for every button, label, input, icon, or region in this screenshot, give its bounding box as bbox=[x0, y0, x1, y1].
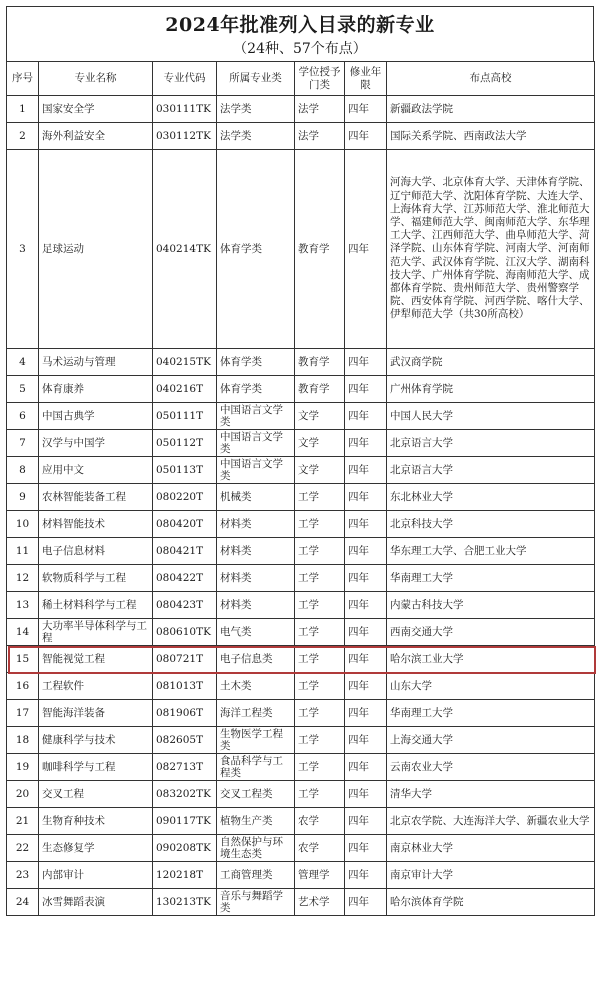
cell-code: 081013T bbox=[153, 673, 217, 700]
cell-schools: 新疆政法学院 bbox=[387, 96, 595, 123]
cell-name: 稀土材料科学与工程 bbox=[39, 592, 153, 619]
cell-name: 体育康养 bbox=[39, 376, 153, 403]
table-row bbox=[7, 592, 595, 619]
cell-schools: 河海大学、北京体育大学、天津体育学院、辽宁师范大学、沈阳体育学院、大连大学、上海体育大学、江苏师范大学、淮北师范大学、福建师范大学、闽南师范大学、东华理工大学、江西师范大学、曲阜师范大学、菏泽学院、山东体育学院、河南大学、河南师范大学、武汉体育学院、江汉大学、湖南科技大学、广州体育学院、海南师范大学、成都体育学院、贵州师范大学、贵州警察学院、西安体育学院、河西学院、喀什大学、伊犁师范大学（共30所高校） bbox=[387, 150, 595, 349]
cell-code: 080420T bbox=[153, 511, 217, 538]
cell-code: 040216T bbox=[153, 376, 217, 403]
cell-years: 四年 bbox=[345, 619, 387, 646]
page-title: 2024年批准列入目录的新专业 bbox=[165, 14, 435, 36]
table-row bbox=[7, 484, 595, 511]
cell-degree: 法学 bbox=[295, 123, 345, 150]
cell-degree: 工学 bbox=[295, 673, 345, 700]
table-row bbox=[7, 673, 595, 700]
cell-years: 四年 bbox=[345, 835, 387, 862]
cell-schools: 华东理工大学、合肥工业大学 bbox=[387, 538, 595, 565]
cell-years: 四年 bbox=[345, 889, 387, 916]
cell-no: 10 bbox=[7, 511, 39, 538]
cell-category: 中国语言文学类 bbox=[217, 430, 295, 457]
header-degree: 学位授予门类 bbox=[295, 62, 345, 96]
cell-degree: 工学 bbox=[295, 565, 345, 592]
cell-code: 040214TK bbox=[153, 150, 217, 349]
cell-name: 智能视觉工程 bbox=[39, 646, 153, 673]
table-row bbox=[7, 565, 595, 592]
cell-years: 四年 bbox=[345, 457, 387, 484]
table-row bbox=[7, 403, 595, 430]
cell-no: 18 bbox=[7, 727, 39, 754]
cell-category: 体育学类 bbox=[217, 150, 295, 349]
cell-degree: 工学 bbox=[295, 700, 345, 727]
cell-schools: 哈尔滨工业大学 bbox=[387, 646, 595, 673]
cell-category: 电子信息类 bbox=[217, 646, 295, 673]
cell-schools: 哈尔滨体育学院 bbox=[387, 889, 595, 916]
cell-years: 四年 bbox=[345, 430, 387, 457]
cell-code: 120218T bbox=[153, 862, 217, 889]
table-row bbox=[7, 538, 595, 565]
cell-degree: 管理学 bbox=[295, 862, 345, 889]
cell-degree: 工学 bbox=[295, 538, 345, 565]
cell-name: 马术运动与管理 bbox=[39, 349, 153, 376]
table-row bbox=[7, 835, 595, 862]
header-category: 所属专业类 bbox=[217, 62, 295, 96]
table-row bbox=[7, 781, 595, 808]
header-row bbox=[7, 62, 595, 96]
cell-degree: 文学 bbox=[295, 457, 345, 484]
cell-name: 生态修复学 bbox=[39, 835, 153, 862]
cell-degree: 工学 bbox=[295, 646, 345, 673]
cell-schools: 武汉商学院 bbox=[387, 349, 595, 376]
cell-name: 材料智能技术 bbox=[39, 511, 153, 538]
cell-no: 7 bbox=[7, 430, 39, 457]
cell-schools: 北京语言大学 bbox=[387, 430, 595, 457]
cell-degree: 法学 bbox=[295, 96, 345, 123]
cell-name: 交叉工程 bbox=[39, 781, 153, 808]
cell-name: 国家安全学 bbox=[39, 96, 153, 123]
header-name: 专业名称 bbox=[39, 62, 153, 96]
cell-schools: 山东大学 bbox=[387, 673, 595, 700]
cell-schools: 广州体育学院 bbox=[387, 376, 595, 403]
cell-degree: 教育学 bbox=[295, 150, 345, 349]
cell-degree: 工学 bbox=[295, 781, 345, 808]
table-row bbox=[7, 457, 595, 484]
cell-no: 16 bbox=[7, 673, 39, 700]
cell-name: 冰雪舞蹈表演 bbox=[39, 889, 153, 916]
cell-years: 四年 bbox=[345, 349, 387, 376]
table-row bbox=[7, 727, 595, 754]
cell-years: 四年 bbox=[345, 673, 387, 700]
cell-years: 四年 bbox=[345, 808, 387, 835]
cell-degree: 农学 bbox=[295, 808, 345, 835]
cell-years: 四年 bbox=[345, 150, 387, 349]
table-row bbox=[7, 150, 595, 349]
cell-schools: 华南理工大学 bbox=[387, 700, 595, 727]
cell-degree: 工学 bbox=[295, 592, 345, 619]
cell-code: 050113T bbox=[153, 457, 217, 484]
cell-code: 090208TK bbox=[153, 835, 217, 862]
cell-no: 9 bbox=[7, 484, 39, 511]
header-code: 专业代码 bbox=[153, 62, 217, 96]
table-row bbox=[7, 808, 595, 835]
cell-name: 足球运动 bbox=[39, 150, 153, 349]
cell-degree: 工学 bbox=[295, 484, 345, 511]
cell-code: 080421T bbox=[153, 538, 217, 565]
cell-degree: 艺术学 bbox=[295, 889, 345, 916]
table-row bbox=[7, 430, 595, 457]
cell-category: 音乐与舞蹈学类 bbox=[217, 889, 295, 916]
table-row bbox=[7, 700, 595, 727]
cell-years: 四年 bbox=[345, 403, 387, 430]
cell-degree: 教育学 bbox=[295, 376, 345, 403]
cell-name: 软物质科学与工程 bbox=[39, 565, 153, 592]
cell-degree: 文学 bbox=[295, 430, 345, 457]
cell-no: 5 bbox=[7, 376, 39, 403]
cell-name: 大功率半导体科学与工程 bbox=[39, 619, 153, 646]
cell-code: 082605T bbox=[153, 727, 217, 754]
cell-schools: 上海交通大学 bbox=[387, 727, 595, 754]
cell-category: 材料类 bbox=[217, 565, 295, 592]
cell-years: 四年 bbox=[345, 862, 387, 889]
cell-schools: 东北林业大学 bbox=[387, 484, 595, 511]
cell-code: 082713T bbox=[153, 754, 217, 781]
cell-category: 法学类 bbox=[217, 96, 295, 123]
cell-category: 材料类 bbox=[217, 592, 295, 619]
cell-category: 海洋工程类 bbox=[217, 700, 295, 727]
cell-degree: 农学 bbox=[295, 835, 345, 862]
cell-category: 电气类 bbox=[217, 619, 295, 646]
table-row bbox=[7, 349, 595, 376]
cell-years: 四年 bbox=[345, 123, 387, 150]
cell-category: 交叉工程类 bbox=[217, 781, 295, 808]
cell-no: 13 bbox=[7, 592, 39, 619]
cell-name: 健康科学与技术 bbox=[39, 727, 153, 754]
cell-category: 法学类 bbox=[217, 123, 295, 150]
cell-years: 四年 bbox=[345, 646, 387, 673]
cell-years: 四年 bbox=[345, 592, 387, 619]
majors-table bbox=[6, 61, 595, 916]
cell-schools: 北京农学院、大连海洋大学、新疆农业大学 bbox=[387, 808, 595, 835]
cell-code: 030112TK bbox=[153, 123, 217, 150]
cell-no: 8 bbox=[7, 457, 39, 484]
header-years: 修业年限 bbox=[345, 62, 387, 96]
page-subtitle: （24种、57个布点） bbox=[233, 41, 367, 57]
cell-schools: 南京审计大学 bbox=[387, 862, 595, 889]
cell-schools: 云南农业大学 bbox=[387, 754, 595, 781]
cell-category: 机械类 bbox=[217, 484, 295, 511]
cell-code: 080423T bbox=[153, 592, 217, 619]
cell-name: 电子信息材料 bbox=[39, 538, 153, 565]
cell-category: 自然保护与环境生态类 bbox=[217, 835, 295, 862]
cell-name: 咖啡科学与工程 bbox=[39, 754, 153, 781]
cell-no: 24 bbox=[7, 889, 39, 916]
table-row bbox=[7, 862, 595, 889]
cell-degree: 文学 bbox=[295, 403, 345, 430]
cell-schools: 南京林业大学 bbox=[387, 835, 595, 862]
cell-name: 农林智能装备工程 bbox=[39, 484, 153, 511]
cell-code: 080220T bbox=[153, 484, 217, 511]
cell-years: 四年 bbox=[345, 376, 387, 403]
cell-name: 中国古典学 bbox=[39, 403, 153, 430]
cell-code: 080610TK bbox=[153, 619, 217, 646]
cell-degree: 工学 bbox=[295, 754, 345, 781]
cell-degree: 工学 bbox=[295, 727, 345, 754]
cell-schools: 内蒙古科技大学 bbox=[387, 592, 595, 619]
cell-name: 生物育种技术 bbox=[39, 808, 153, 835]
cell-schools: 华南理工大学 bbox=[387, 565, 595, 592]
cell-name: 海外利益安全 bbox=[39, 123, 153, 150]
cell-name: 内部审计 bbox=[39, 862, 153, 889]
cell-years: 四年 bbox=[345, 538, 387, 565]
cell-no: 1 bbox=[7, 96, 39, 123]
cell-code: 090117TK bbox=[153, 808, 217, 835]
cell-no: 6 bbox=[7, 403, 39, 430]
cell-code: 080721T bbox=[153, 646, 217, 673]
cell-years: 四年 bbox=[345, 511, 387, 538]
cell-no: 17 bbox=[7, 700, 39, 727]
cell-category: 工商管理类 bbox=[217, 862, 295, 889]
cell-name: 汉学与中国学 bbox=[39, 430, 153, 457]
cell-no: 2 bbox=[7, 123, 39, 150]
cell-no: 15 bbox=[7, 646, 39, 673]
cell-years: 四年 bbox=[345, 781, 387, 808]
cell-schools: 国际关系学院、西南政法大学 bbox=[387, 123, 595, 150]
cell-category: 植物生产类 bbox=[217, 808, 295, 835]
cell-name: 应用中文 bbox=[39, 457, 153, 484]
cell-no: 20 bbox=[7, 781, 39, 808]
cell-years: 四年 bbox=[345, 754, 387, 781]
header-no: 序号 bbox=[7, 62, 39, 96]
cell-name: 工程软件 bbox=[39, 673, 153, 700]
cell-no: 22 bbox=[7, 835, 39, 862]
cell-no: 23 bbox=[7, 862, 39, 889]
cell-category: 生物医学工程类 bbox=[217, 727, 295, 754]
cell-no: 14 bbox=[7, 619, 39, 646]
cell-code: 030111TK bbox=[153, 96, 217, 123]
cell-no: 3 bbox=[7, 150, 39, 349]
cell-years: 四年 bbox=[345, 484, 387, 511]
cell-code: 083202TK bbox=[153, 781, 217, 808]
cell-no: 21 bbox=[7, 808, 39, 835]
cell-years: 四年 bbox=[345, 700, 387, 727]
cell-degree: 教育学 bbox=[295, 349, 345, 376]
header-schools: 布点高校 bbox=[387, 62, 595, 96]
cell-category: 材料类 bbox=[217, 511, 295, 538]
table-row bbox=[7, 889, 595, 916]
cell-years: 四年 bbox=[345, 565, 387, 592]
table-row bbox=[7, 754, 595, 781]
cell-schools: 北京语言大学 bbox=[387, 457, 595, 484]
cell-category: 体育学类 bbox=[217, 349, 295, 376]
cell-name: 智能海洋装备 bbox=[39, 700, 153, 727]
cell-category: 土木类 bbox=[217, 673, 295, 700]
table-row bbox=[7, 123, 595, 150]
cell-no: 19 bbox=[7, 754, 39, 781]
cell-degree: 工学 bbox=[295, 511, 345, 538]
cell-code: 050111T bbox=[153, 403, 217, 430]
cell-code: 040215TK bbox=[153, 349, 217, 376]
cell-category: 食品科学与工程类 bbox=[217, 754, 295, 781]
cell-code: 050112T bbox=[153, 430, 217, 457]
cell-no: 4 bbox=[7, 349, 39, 376]
cell-schools: 中国人民大学 bbox=[387, 403, 595, 430]
table-row-highlighted bbox=[7, 646, 595, 673]
cell-schools: 清华大学 bbox=[387, 781, 595, 808]
title-box bbox=[6, 6, 594, 61]
cell-degree: 工学 bbox=[295, 619, 345, 646]
cell-schools: 西南交通大学 bbox=[387, 619, 595, 646]
table-row bbox=[7, 619, 595, 646]
cell-category: 中国语言文学类 bbox=[217, 403, 295, 430]
cell-code: 080422T bbox=[153, 565, 217, 592]
table-row bbox=[7, 96, 595, 123]
table-sheet bbox=[6, 6, 594, 916]
table-row bbox=[7, 511, 595, 538]
cell-code: 130213TK bbox=[153, 889, 217, 916]
cell-code: 081906T bbox=[153, 700, 217, 727]
cell-category: 体育学类 bbox=[217, 376, 295, 403]
cell-category: 材料类 bbox=[217, 538, 295, 565]
table-body bbox=[7, 96, 595, 916]
cell-years: 四年 bbox=[345, 727, 387, 754]
table-row bbox=[7, 376, 595, 403]
cell-schools: 北京科技大学 bbox=[387, 511, 595, 538]
cell-years: 四年 bbox=[345, 96, 387, 123]
cell-category: 中国语言文学类 bbox=[217, 457, 295, 484]
cell-no: 12 bbox=[7, 565, 39, 592]
cell-no: 11 bbox=[7, 538, 39, 565]
